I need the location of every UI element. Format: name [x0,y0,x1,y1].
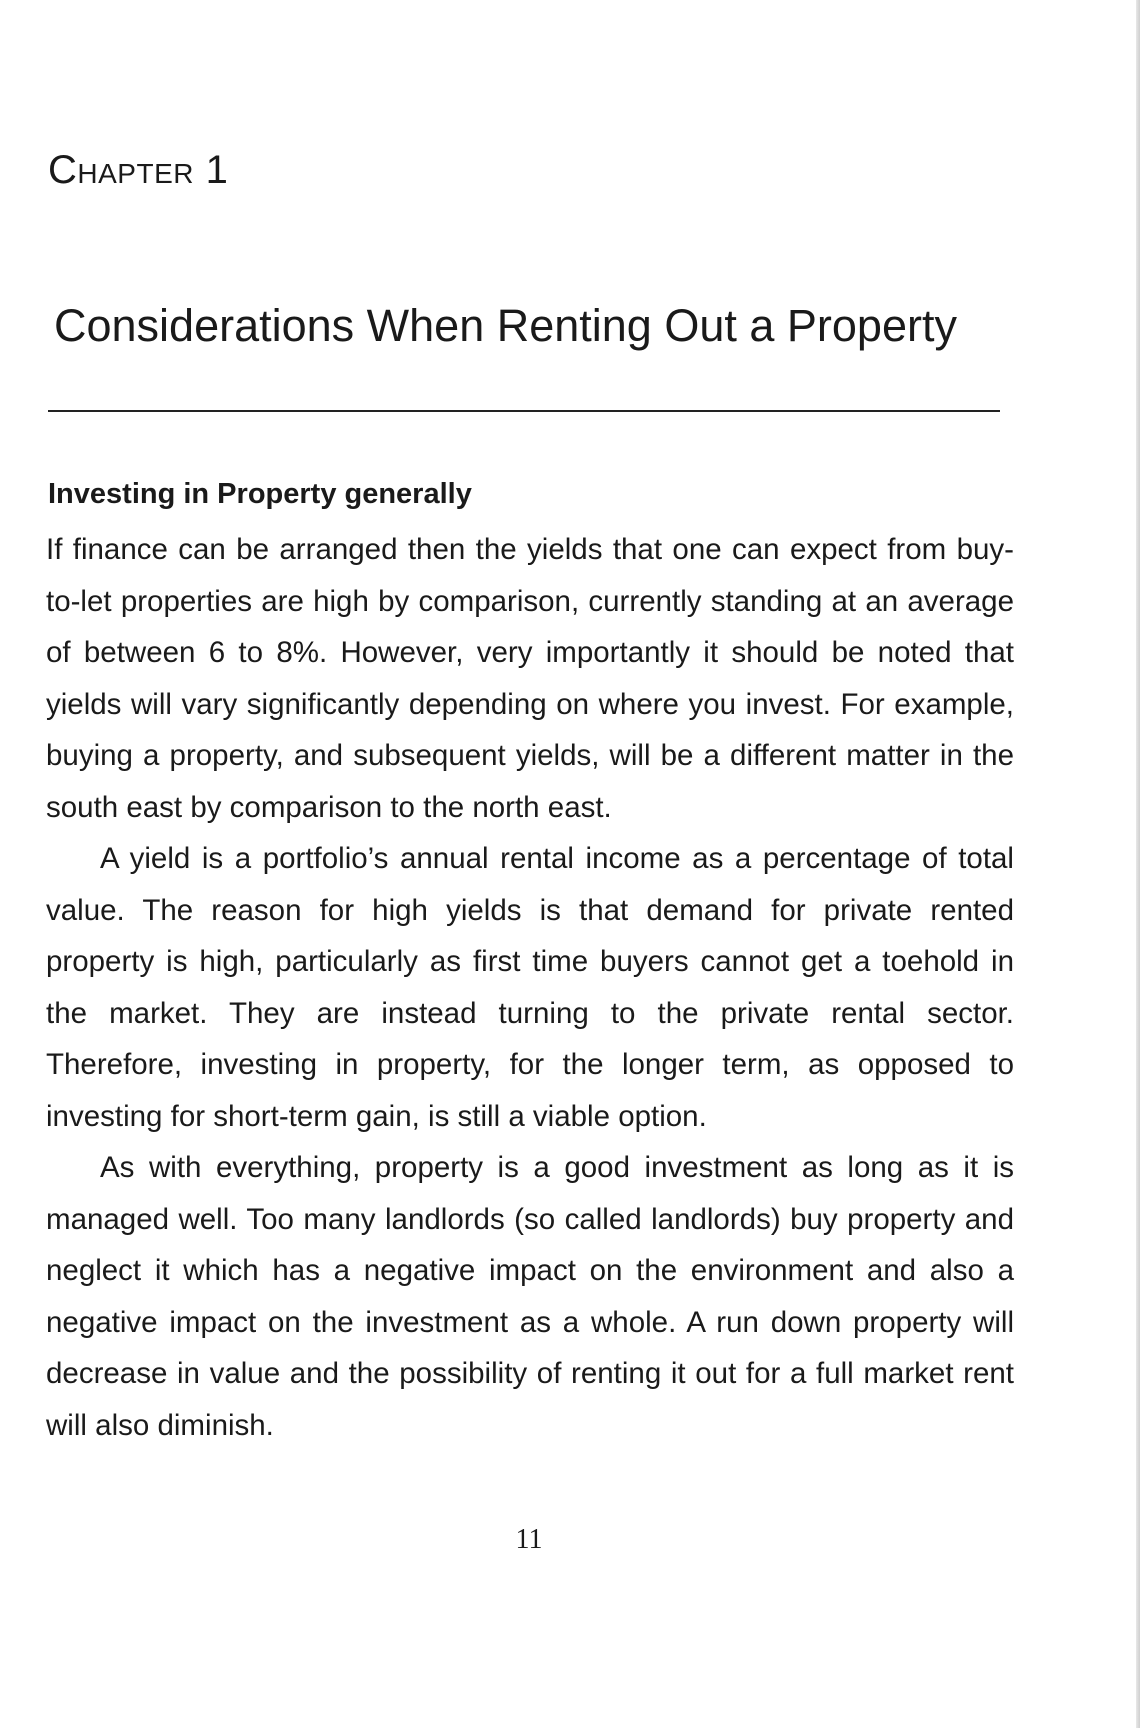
body-text [46,524,1014,1451]
paragraph: As with everything, property is a good investment as long as it is managed well. Too many landlords (so called landlords) buy property and neglect it which has a negative impact on the environment and also a negative impact on the investment as a whole. A run down property will decrease in value and the possibility of renting it out for a full market rent will also diminish. [46,1151,1014,1442]
title-divider [48,410,1000,412]
chapter-title: Considerations When Renting Out a Property [54,300,957,351]
section-heading: Investing in Property generally [48,478,472,510]
paragraph: A yield is a portfolio’s annual rental income as a percentage of total value. The reason for high yields is that demand for private rented property is high, particularly as first time buyers cannot get a toehold in the market. They are instead turning to the private rental sector. Therefore, investing in property, for the longer term, as opposed to investing for short-term gain, is still a viable option. [46,842,1014,1133]
chapter-label: Chapter 1 [48,148,229,192]
paragraph: If finance can be arranged then the yields that one can expect from buy-to-let properties are high by comparison, currently standing at an average of between 6 to 8%. However, very importantly it should be noted that yields will vary significantly depending on where you invest. For example, buying a property, and subsequent yields, will be a different matter in the south east by comparison to the north east. [46,533,1014,824]
page-edge-shadow [1136,0,1140,1728]
page-number: 11 [515,1524,543,1555]
